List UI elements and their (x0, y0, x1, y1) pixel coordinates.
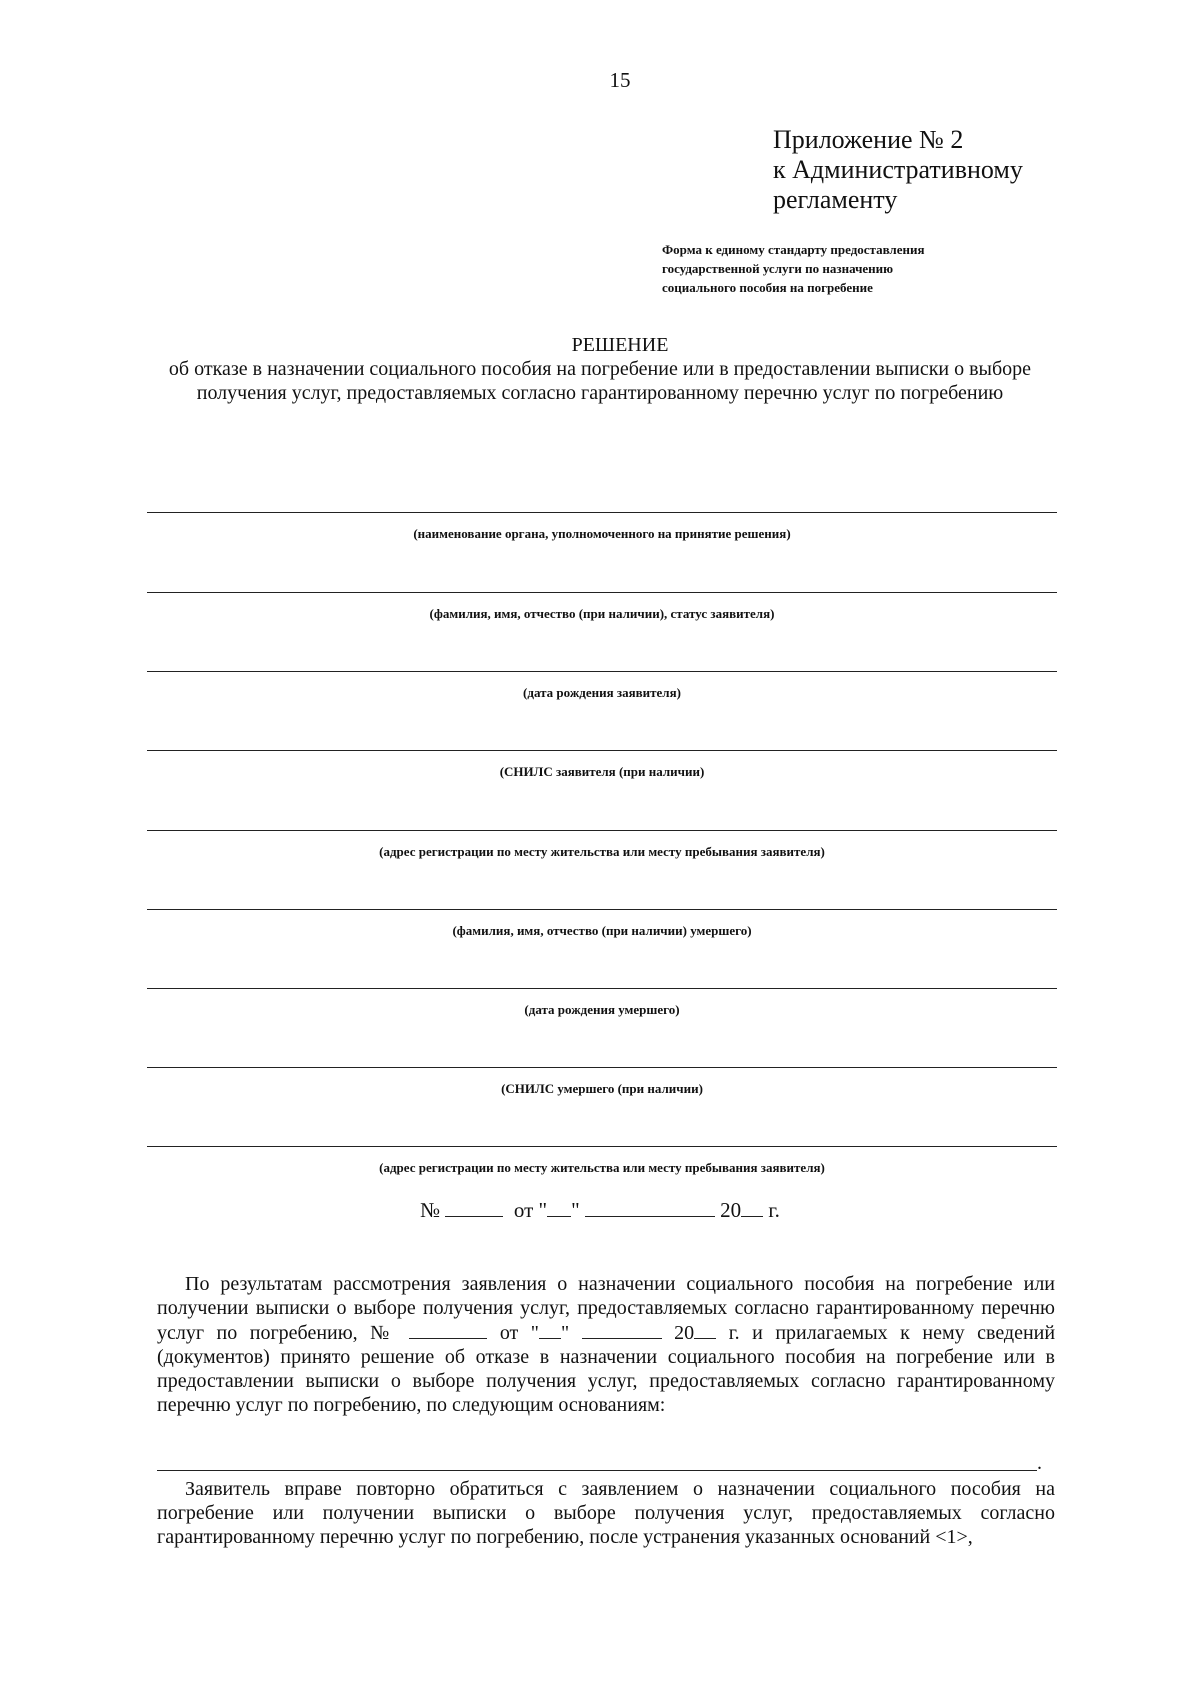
field-caption-deceased-address: (адрес регистрации по месту жительства или месту пребывания заявителя) (379, 1160, 825, 1175)
field-line-deceased-name[interactable] (147, 909, 1057, 910)
field-line-applicant-birthdate[interactable] (147, 671, 1057, 672)
application-year-blank[interactable] (694, 1320, 716, 1339)
field-line-applicant-address[interactable] (147, 830, 1057, 831)
application-day-blank[interactable] (539, 1320, 561, 1339)
application-month-blank[interactable] (582, 1320, 662, 1339)
number-sign: № (420, 1198, 441, 1222)
year-suffix: г. (768, 1198, 780, 1222)
month-blank[interactable] (585, 1198, 715, 1217)
field-line-authority[interactable] (147, 512, 1057, 513)
field-caption-deceased-snils: (СНИЛС умершего (при наличии) (501, 1081, 703, 1096)
application-number-blank[interactable] (409, 1320, 487, 1339)
day-blank[interactable] (547, 1198, 571, 1217)
paragraph-2-text: Заявитель вправе повторно обратиться с заявлением о назначении социального пособия на погребение или получении выписки о выборе получения услуг, предоставляемых согласно гарантированному перечню услуг по погребению, после устранения указанных оснований <1>, (157, 1478, 1055, 1548)
field-line-deceased-address[interactable] (147, 1146, 1057, 1147)
field-caption-deceased-name: (фамилия, имя, отчество (при наличии) умершего) (452, 923, 752, 938)
year-prefix: 20 (720, 1198, 742, 1222)
form-note-line-1: Форма к единому стандарту предоставления (662, 242, 925, 257)
body-paragraph-2 (157, 1477, 1055, 1549)
from-label: от " (513, 1198, 548, 1222)
form-note-line-3: социального пособия на погребение (662, 280, 873, 295)
grounds-line[interactable] (157, 1470, 1037, 1471)
decision-number-row (0, 1198, 1200, 1223)
field-caption-deceased-birthdate: (дата рождения умершего) (524, 1002, 680, 1017)
appendix-line-2: к Административному (773, 155, 1023, 184)
field-caption-applicant-name: (фамилия, имя, отчество (при наличии), статус заявителя) (429, 606, 775, 621)
quote-close: " (571, 1198, 580, 1222)
paragraph-1-year: 20 (674, 1322, 695, 1344)
document-subtitle: об отказе в назначении социального пособия на погребение или в предоставлении выписки о выборе получения услуг, предоставляемых согласно гарантированному перечню услуг по погребению (168, 358, 1032, 404)
paragraph-1-from: от " (499, 1322, 539, 1344)
field-line-applicant-name[interactable] (147, 592, 1057, 593)
field-caption-authority: (наименование органа, уполномоченного на принятие решения) (413, 526, 791, 541)
form-note-line-2: государственной услуги по назначению (662, 261, 894, 276)
paragraph-1-text-b: г. и прилагаемых к нему сведений (документов) принято решение об отказе в назначении социального пособия на погребение или в предоставлении выписки о выборе получения услуг, предоставляемых согласно гарантированному перечню услуг по погребению, по следующим основаниям: (157, 1322, 1056, 1416)
year-blank[interactable] (741, 1198, 763, 1217)
field-line-applicant-snils[interactable] (147, 750, 1057, 751)
field-caption-applicant-address: (адрес регистрации по месту жительства или месту пребывания заявителя) (379, 844, 825, 859)
document-title: РЕШЕНИЕ (571, 334, 669, 356)
field-line-deceased-birthdate[interactable] (147, 988, 1057, 989)
body-paragraph-1 (157, 1272, 1055, 1417)
page-number: 15 (609, 68, 631, 92)
appendix-line-3: регламенту (773, 185, 898, 214)
form-note (662, 240, 925, 297)
appendix-line-1: Приложение № 2 (773, 125, 964, 154)
field-line-deceased-snils[interactable] (147, 1067, 1057, 1068)
appendix-header (773, 125, 1023, 215)
field-caption-applicant-snils: (СНИЛС заявителя (при наличии) (499, 764, 705, 779)
field-caption-applicant-birthdate: (дата рождения заявителя) (523, 685, 681, 700)
paragraph-1-quote: " (560, 1322, 570, 1344)
decision-number-blank[interactable] (445, 1198, 503, 1217)
grounds-end-dot: . (1037, 1452, 1042, 1474)
paragraph-1-text-a: По результатам рассмотрения заявления о назначении социального пособия на погребение или получении выписки о выборе получения услуг, предоставляемых согласно гарантированному перечню услуг по погребению, № (157, 1273, 1055, 1344)
